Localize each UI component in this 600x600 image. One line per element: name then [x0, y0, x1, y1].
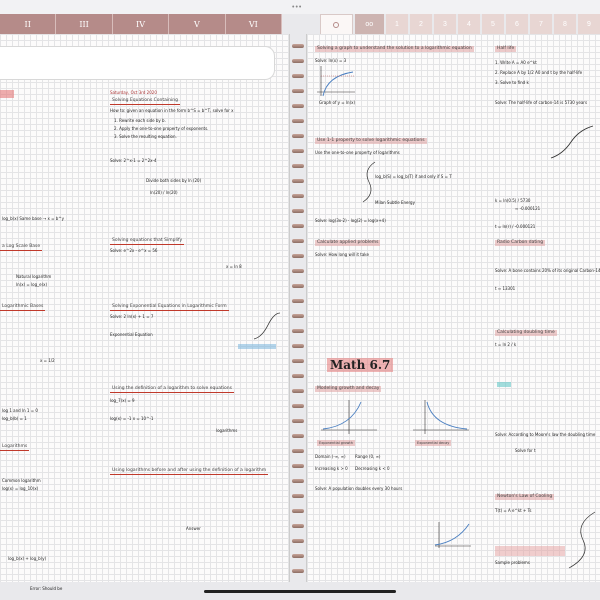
tab-roman-5[interactable]: V: [169, 14, 225, 34]
binder-ring: [292, 164, 304, 168]
note-line: ln(20) / ln(20): [150, 190, 178, 195]
binder-ring: [292, 419, 304, 423]
left-section-tabs: [0, 14, 282, 34]
binder-ring: [292, 209, 304, 213]
binder-ring: [292, 59, 304, 63]
note-line: k = ln(0.5) / 5730: [495, 198, 531, 203]
note-line: 2. Apply the one-to-one property of exponents.: [114, 126, 209, 131]
label-growth: Exponential growth: [319, 441, 353, 445]
tab-number-1[interactable]: 1: [386, 14, 408, 34]
heading-half-life: Half life: [497, 46, 515, 51]
binder-ring: [292, 254, 304, 258]
binder-ring: [292, 239, 304, 243]
note-line: T(t) = A e^kt + Ts: [495, 508, 532, 513]
growth-sketch: [433, 520, 473, 550]
note-line: x = 1/2: [40, 358, 55, 363]
binder-ring: [292, 509, 304, 513]
curve-sketch: [252, 311, 282, 341]
note-line: log_b(x) + log_b(y): [8, 556, 47, 561]
heading-applied-problems: Calculate applied problems: [317, 240, 379, 245]
binder-ring: [292, 194, 304, 198]
note-line: log_b(x) Same base → x = b^y: [2, 216, 64, 221]
tab-roman-2[interactable]: II: [0, 14, 56, 34]
tab-blank[interactable]: [320, 14, 353, 34]
home-indicator[interactable]: [204, 590, 396, 593]
note-line: log_b(b) = 1: [2, 416, 27, 421]
note-line: 3. Solve to find k: [495, 80, 529, 85]
math-title: Math 6.7: [327, 358, 393, 372]
note-line: Solve: A population doubles every 30 hours: [315, 486, 403, 491]
note-line: Exponential Equation: [110, 332, 153, 337]
binder-ring: [292, 539, 304, 543]
highlight-mark: [0, 90, 14, 98]
binder-ring: [292, 554, 304, 558]
note-line: logarithms: [216, 428, 238, 433]
note-line: log 1 and ln 1 = 0: [2, 408, 38, 413]
binder-ring: [292, 374, 304, 378]
tab-number-3[interactable]: 3: [434, 14, 456, 34]
note-line: Use the one-to-one property of logarithms: [315, 150, 400, 155]
note-line: t = ln(r) / -0.000121: [495, 224, 536, 229]
page-header-box: [0, 46, 275, 80]
left-column-a: [0, 86, 95, 591]
tab-number-2[interactable]: 2: [410, 14, 432, 34]
note-line: ≈ -0.000121: [515, 206, 541, 211]
binder-ring: [292, 74, 304, 78]
blue-highlight: [238, 344, 276, 349]
binder-ring: [292, 314, 304, 318]
heading-one-to-one: Use 1-1 property to solve logarithmic equations: [317, 138, 425, 143]
note-line: t ≈ 13301: [495, 286, 516, 291]
heading-graph-solution: Solving a graph to understand the solution to a logarithmic equation: [317, 46, 472, 51]
binder-ring: [292, 89, 304, 93]
note-line: log_7(x) = 9: [110, 398, 135, 403]
right-notebook-page[interactable]: [306, 34, 600, 582]
note-line: ln(x) = log_e(x): [16, 282, 48, 287]
tab-roman-3[interactable]: III: [56, 14, 112, 34]
note-line: Graph of y = ln(x): [319, 100, 356, 105]
circle-icon: [332, 21, 340, 29]
binder-ring: [292, 224, 304, 228]
binder-ring: [292, 329, 304, 333]
binder-ring: [292, 104, 304, 108]
cooling-bracket: [565, 510, 597, 570]
note-line: t = ln 2 / k: [495, 342, 517, 347]
binder-ring: [292, 284, 304, 288]
binder-ring: [292, 344, 304, 348]
tab-number-6[interactable]: 6: [506, 14, 528, 34]
tab-number-8[interactable]: 8: [554, 14, 576, 34]
left-column-b: [106, 86, 286, 572]
binder-ring: [292, 464, 304, 468]
heading-exp-log-form: Solving Exponential Equations in Logarithmic Form: [112, 304, 227, 309]
note-line: x = ln 8: [226, 264, 242, 269]
binder-ring: [292, 389, 304, 393]
note-line: Increasing k > 0: [315, 466, 348, 471]
note-line: log_b(S) = log_b(T) if and only if S = T: [375, 174, 452, 179]
tab-number-5[interactable]: 5: [482, 14, 504, 34]
heading-simplify: Solving equations that Simplify: [112, 238, 183, 243]
ln-graph: [317, 64, 357, 98]
binder-ring: [292, 44, 304, 48]
heading-growth-decay: Modeling growth and decay: [317, 386, 380, 391]
note-line: Solve: ln(x) = 3: [315, 58, 347, 63]
note-line: Divide both sides by ln (20): [146, 178, 202, 183]
decay-graph: [411, 398, 471, 438]
tab-number-9[interactable]: 9: [578, 14, 600, 34]
binder-ring: [292, 359, 304, 363]
note-line: Solve: According to Moore's law the doubling time: [495, 432, 596, 437]
binder-ring: [292, 494, 304, 498]
right-section-tabs: [320, 14, 600, 34]
note-line: Error: Should be: [30, 586, 63, 591]
tab-oo[interactable]: oo: [355, 14, 384, 34]
note-line: 1. Rewrite each side by b.: [114, 118, 166, 123]
binder-ring: [292, 434, 304, 438]
teal-highlight: [497, 382, 511, 387]
tab-number-4[interactable]: 4: [458, 14, 480, 34]
binder-ring: [292, 524, 304, 528]
pink-highlight-block: [495, 546, 565, 556]
note-line: Solve: e^2x - e^x = 56: [110, 248, 158, 253]
binder-ring: [292, 134, 304, 138]
bracket-curve: [359, 160, 379, 204]
note-line: Solve: How long will it take: [315, 252, 369, 257]
note-line: Range (0, ∞): [355, 454, 381, 459]
binder-ring: [292, 449, 304, 453]
heading-carbon-dating: Radio Carbon dating: [497, 240, 544, 245]
heading-logarithms: Logarithms: [2, 444, 28, 449]
heading-newtons-law: Newton's Law of Cooling: [497, 494, 553, 499]
binder-rings: [290, 34, 306, 582]
binder-ring: [292, 179, 304, 183]
note-line: Natural logarithm: [16, 274, 52, 279]
note-line: Solve: log(3x-2) - log(2) = log(x+4): [315, 218, 386, 223]
note-line: Solve: 2 ln(x) + 1 = 7: [110, 314, 154, 319]
binder-ring: [292, 299, 304, 303]
note-line: Decreasing k < 0: [355, 466, 390, 471]
heading-definition: Using the definition of a logarithm to solve equations: [112, 386, 232, 391]
binder-ring: [292, 269, 304, 273]
note-line: Milan Subtle Energy: [375, 200, 415, 205]
date-label: Saturday, Oct 3rd 2020: [110, 90, 157, 95]
heading-solving-equations: Solving Equations Containing: [112, 98, 178, 103]
heading-log-scale: a Log Scale Base: [2, 244, 41, 249]
note-line: Domain (-∞, ∞): [315, 454, 346, 459]
top-status-bar: [0, 0, 600, 14]
binder-ring: [292, 149, 304, 153]
note-line: How to: given an equation in the form b^S = b^T, solve for x: [110, 108, 234, 113]
multitasking-dots-icon[interactable]: •••: [292, 4, 303, 11]
heading-before-after: Using logarithms before and after using the definition of a logarithm: [112, 468, 267, 473]
note-line: 1. Write A = A0 e^kt: [495, 60, 537, 65]
note-line: Common logarithm: [2, 478, 41, 483]
note-line: Solve: 2^x-1 = 2^2x-4: [110, 158, 157, 163]
note-line: Solve: The half-life of carbon-14 is 5730 years: [495, 100, 588, 105]
heading-doubling-time: Calculating doubling time: [497, 330, 555, 335]
note-line: log(x) = -1 x = 10^-1: [110, 416, 154, 421]
note-line: Solve for t: [515, 448, 536, 453]
label-decay: Exponential decay: [417, 441, 450, 445]
binder-ring: [292, 479, 304, 483]
binder-ring: [292, 119, 304, 123]
heading-log-bases: Logarithmic Bases: [2, 304, 44, 309]
note-line: Answer: [186, 526, 201, 531]
left-notebook-page[interactable]: [0, 34, 290, 591]
tab-roman-4[interactable]: IV: [113, 14, 169, 34]
note-line: Solve: A bone contains 20% of its original Carbon-14: [495, 268, 600, 273]
number-tabs: [384, 14, 600, 34]
tab-roman-6[interactable]: VI: [226, 14, 282, 34]
note-line: Sample problems: [495, 560, 530, 565]
tab-number-7[interactable]: 7: [530, 14, 552, 34]
binder-ring: [292, 404, 304, 408]
note-line: 3. Solve the resulting equation.: [114, 134, 177, 139]
right-column-d: [495, 40, 599, 572]
note-line: 2. Replace A by 1/2 A0 and t by the half-life: [495, 70, 583, 75]
binder-ring: [292, 569, 304, 573]
note-line: log(x) = log_10(x): [2, 486, 39, 491]
right-column-c: [315, 40, 485, 572]
half-life-curve: [549, 124, 595, 160]
growth-graph: [319, 398, 379, 438]
